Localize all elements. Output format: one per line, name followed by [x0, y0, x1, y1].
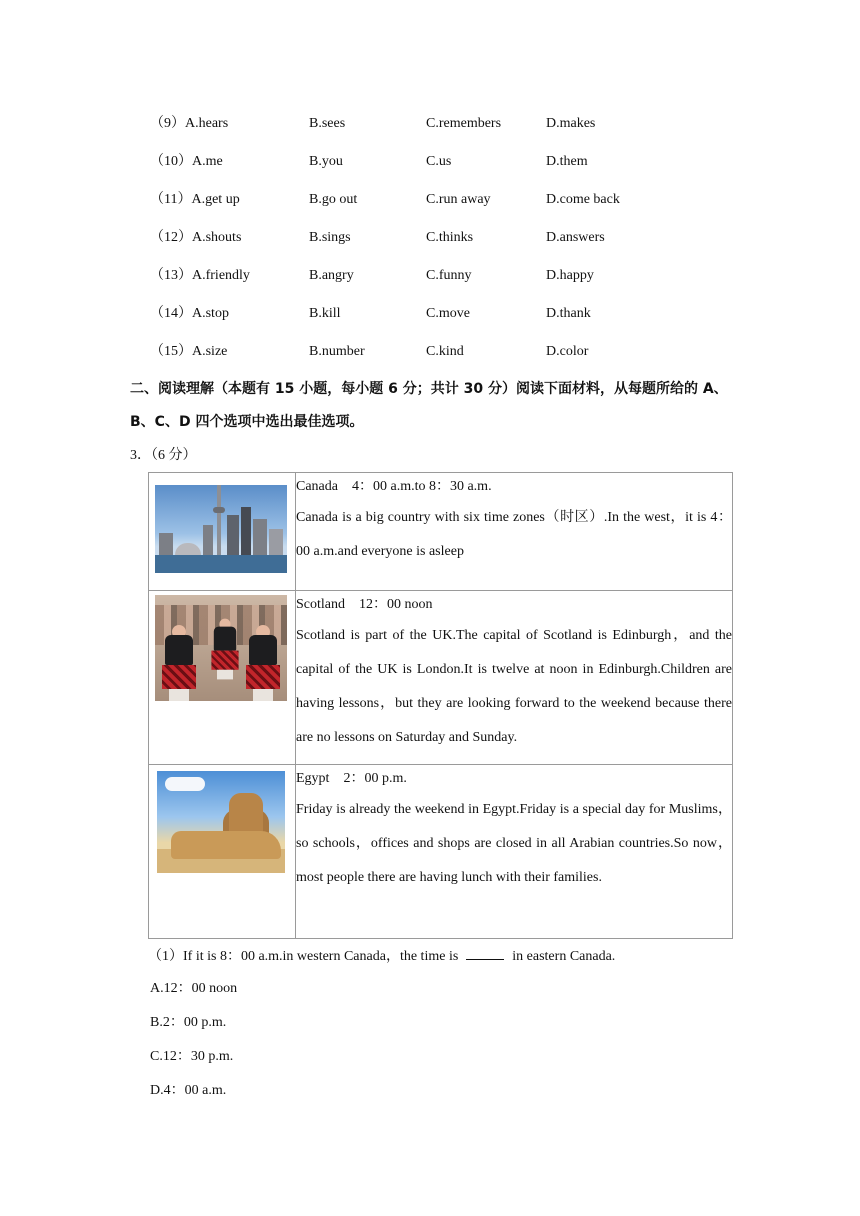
option-b: B.kill: [309, 306, 341, 321]
option-c: C.kind: [426, 344, 464, 359]
sub-question-1: [148, 945, 615, 967]
passage-row-canada: [149, 473, 733, 591]
passage-row-scotland: [149, 591, 733, 765]
option-d: D.come back: [546, 192, 620, 207]
option-row-15: [150, 342, 750, 362]
option-c: C.move: [426, 306, 470, 321]
passage-text-cell: [296, 765, 733, 939]
section-heading-line2: B、C、D 四个选项中选出最佳选项。: [130, 414, 364, 430]
option-c: C.run away: [426, 192, 491, 207]
answer-blank: [466, 945, 504, 960]
option-c: C.thinks: [426, 230, 474, 245]
option-b: B.you: [309, 154, 343, 169]
option-c: C.remembers: [426, 116, 502, 131]
option-row-11: [150, 190, 750, 210]
option-a: （9）A.hears: [150, 116, 229, 131]
section-heading-line1: 二、阅读理解（本题有 15 小题，每小题 6 分；共计 30 分）阅读下面材料，从每题所给的 A、: [130, 381, 728, 397]
image-cell: [149, 765, 296, 939]
option-c: C.us: [426, 154, 452, 169]
passage-body: Scotland is part of the UK.The capital of Scotland is Edinburgh，and the capital of the UK is London.It is twelve at noon in Edinburgh.Children are having lessons，but they are looking forward to the weekend because there are no lessons on Saturday and Sunday.: [296, 628, 732, 745]
passage-heading: Egypt 2：00 p.m.: [296, 771, 407, 786]
passage-text-cell: [296, 591, 733, 765]
question-number: 3．（6 分）: [130, 448, 197, 463]
option-b: B.go out: [309, 192, 358, 207]
question-text-after: in eastern Canada.: [512, 949, 616, 964]
option-row-13: [150, 266, 750, 286]
option-row-10: [150, 152, 750, 172]
option-d: D.them: [546, 154, 588, 169]
option-d: D.answers: [546, 230, 605, 245]
option-row-14: [150, 304, 750, 324]
option-d: D.color: [546, 344, 589, 359]
scottish-pipers-image: [155, 595, 287, 701]
option-c: C.funny: [426, 268, 472, 283]
passage-body: Canada is a big country with six time zones（时区）.In the west，it is 4：00 a.m.and everyone is asleep: [296, 510, 732, 559]
option-a: （15）A.size: [150, 344, 228, 359]
sphinx-image: [157, 771, 285, 873]
answer-option-d: D.4：00 a.m.: [150, 1083, 227, 1098]
passage-body: Friday is already the weekend in Egypt.Friday is a special day for Muslims，so schools，offices and shops are closed in all Arabian countries.So now，most people there are having lunch with their families.: [296, 802, 732, 885]
option-a: （10）A.me: [150, 154, 223, 169]
passage-row-egypt: [149, 765, 733, 939]
option-a: （13）A.friendly: [150, 268, 250, 283]
answer-option-c: C.12：30 p.m.: [150, 1049, 234, 1064]
option-row-12: [150, 228, 750, 248]
option-d: D.happy: [546, 268, 594, 283]
option-b: B.sings: [309, 230, 351, 245]
image-cell: [149, 473, 296, 591]
option-row-9: [150, 114, 750, 134]
passage-heading: Canada 4：00 a.m.to 8：30 a.m.: [296, 479, 492, 494]
option-a: （14）A.stop: [150, 306, 229, 321]
option-d: D.makes: [546, 116, 596, 131]
image-cell: [149, 591, 296, 765]
passage-text-cell: [296, 473, 733, 591]
question-text-before: （1）If it is 8：00 a.m.in western Canada，the time is: [148, 949, 459, 964]
answer-option-b: B.2：00 p.m.: [150, 1015, 227, 1030]
answer-option-a: A.12：00 noon: [150, 981, 238, 996]
reading-table: [148, 472, 733, 939]
option-a: （12）A.shouts: [150, 230, 242, 245]
option-d: D.thank: [546, 306, 591, 321]
option-b: B.angry: [309, 268, 354, 283]
option-b: B.number: [309, 344, 365, 359]
option-a: （11）A.get up: [150, 192, 240, 207]
toronto-skyline-image: [155, 485, 287, 573]
passage-heading: Scotland 12：00 noon: [296, 597, 433, 612]
option-b: B.sees: [309, 116, 346, 131]
